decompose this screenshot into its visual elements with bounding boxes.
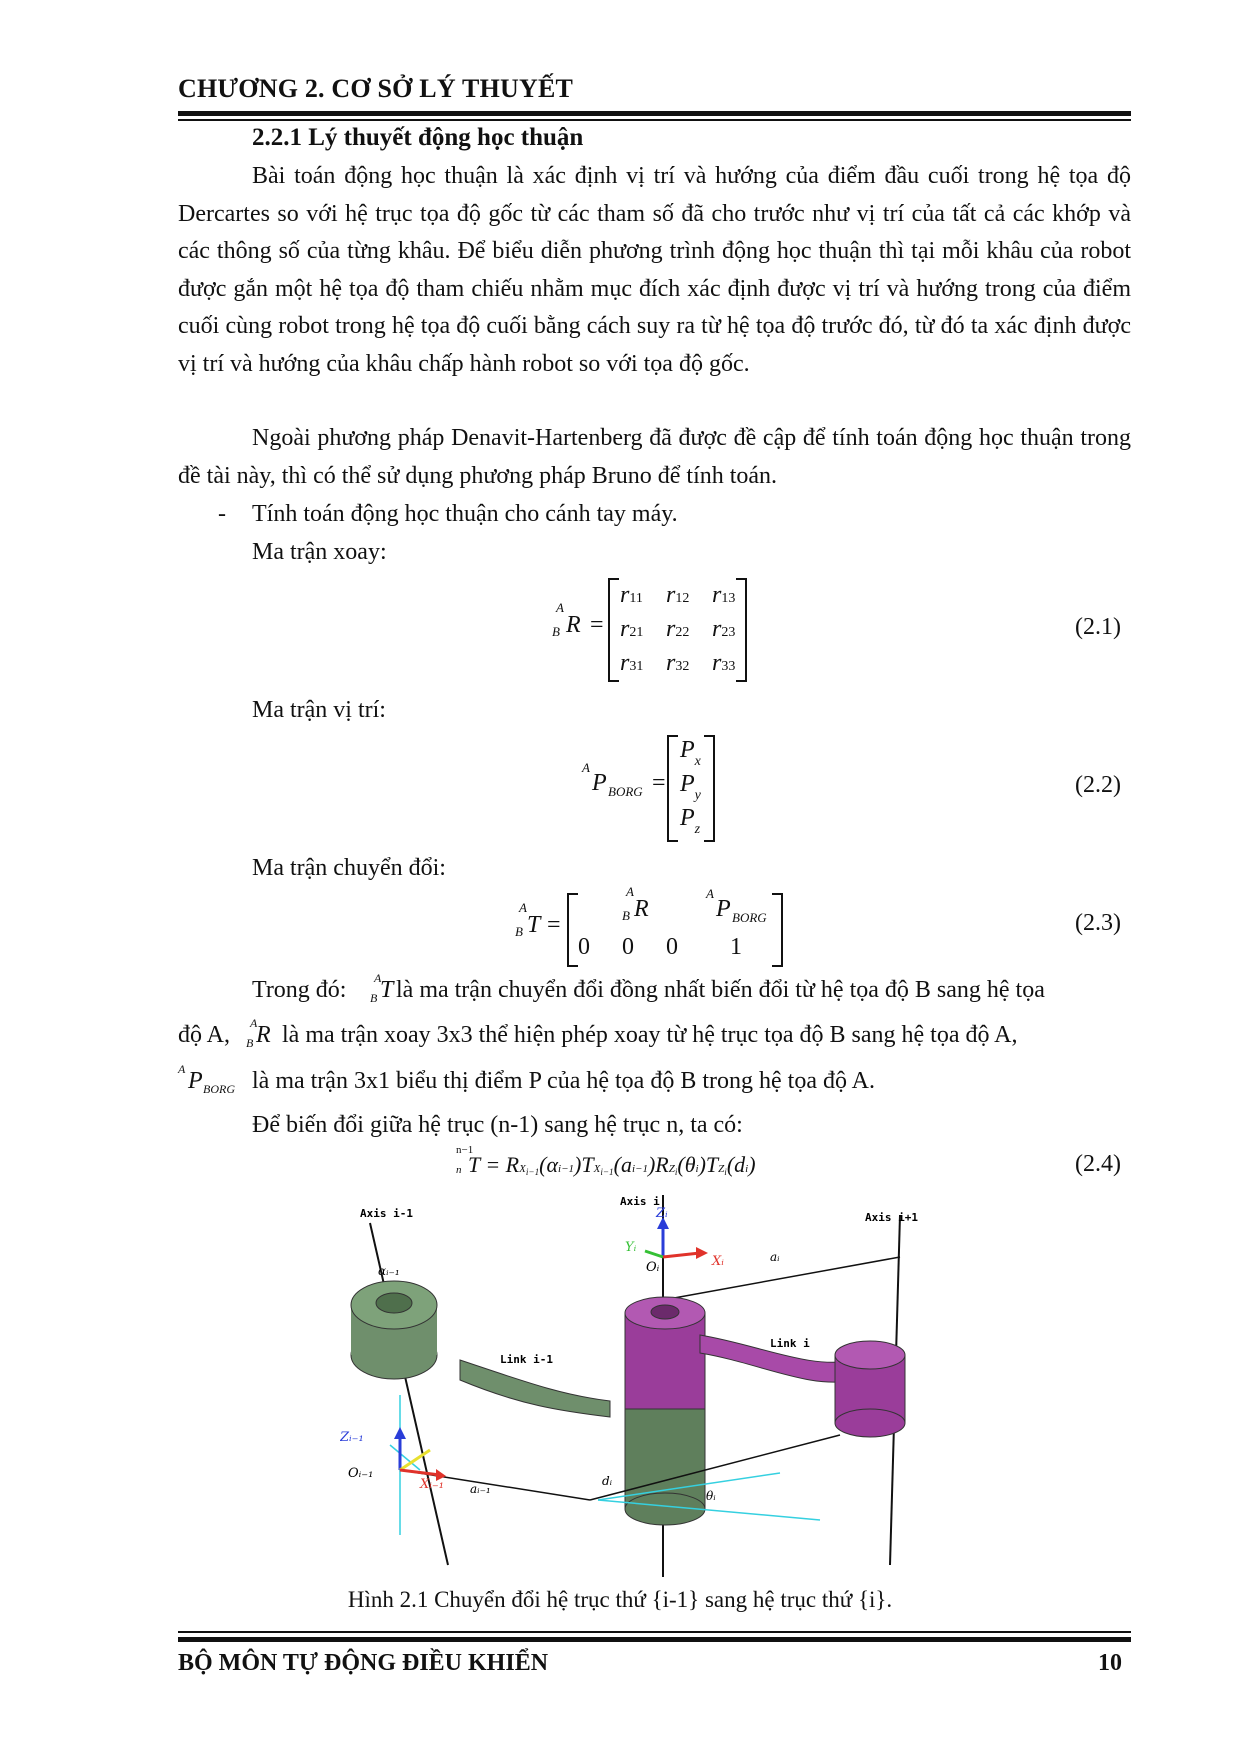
eq2-bracket-right [704,735,715,842]
x-i-arrow [663,1253,700,1257]
where-line-2a: độ A, [178,1022,231,1048]
svg-text:Zᵢ: Zᵢ [656,1206,668,1221]
eq3-matrix: A B R A P BORG 0 0 0 1 [578,884,767,960]
where-line-1a: Trong đó: [252,977,347,1003]
eq2-lhs: A P BORG = [582,760,666,799]
link-i-label: Link i [770,1337,810,1350]
x-i-1-arrow [400,1470,440,1475]
bullet-dash: - [218,501,226,527]
section-heading: 2.2.1 Lý thuyết động học thuận [252,124,584,151]
eq3-bracket-left [567,893,578,967]
where-line-4: Để biến đổi giữa hệ trục (n-1) sang hệ trục n, ta có: [252,1112,743,1138]
page-number: 10 [1098,1650,1122,1676]
label-rotation-matrix: Ma trận xoay: [252,539,387,565]
svg-text:aᵢ: aᵢ [770,1250,780,1264]
where-R-symbol: A B R [246,1016,271,1050]
svg-text:αᵢ₋₁: αᵢ₋₁ [378,1264,400,1278]
robot-link-figure [340,1195,940,1577]
eq1-matrix: r11 r12 r13 r21 r22 r23 r31 r32 r33 [620,582,736,676]
figure-caption: Hình 2.1 Chuyển đổi hệ trục thứ {i-1} sang hệ trục thứ {i}. [347,1587,893,1612]
y-i-arrow [645,1251,663,1257]
eq1-number: (2.1) [1075,614,1121,640]
svg-text:Oᵢ₋₁: Oᵢ₋₁ [348,1466,374,1481]
svg-text:Xᵢ: Xᵢ [712,1254,724,1269]
axis-i-1-label: Axis i-1 [360,1207,413,1220]
axis-i-label: Axis i [620,1195,660,1208]
footer-department: BỘ MÔN TỰ ĐỘNG ĐIỀU KHIỂN [178,1650,549,1676]
eq2-number: (2.2) [1075,772,1121,798]
footer-rule-thick [178,1637,1131,1642]
label-transform-matrix: Ma trận chuyển đổi: [252,855,446,881]
svg-text:Oᵢ: Oᵢ [646,1260,660,1275]
eq4-number: (2.4) [1075,1151,1121,1177]
bullet-text: Tính toán động học thuận cho cánh tay máy. [252,501,678,527]
svg-text:aᵢ₋₁: aᵢ₋₁ [470,1482,491,1496]
eq4-expression: n−1 n $T = RX_{i-1}(\alpha i-1)TX_{i-1}(ai-1)RZ_i(\theta i)TZ_i(di)$ [456,1144,756,1178]
paragraph-2: Ngoài phương pháp Denavit-Hartenberg đã được đề cập để tính toán động học thuận trong đề tài này, thì có thể sử dụng phương pháp Bruno để tính toán. [178,425,1131,489]
where-P-symbol: A P BORG [178,1062,235,1096]
axis-i+1-label: Axis i+1 [865,1211,918,1224]
footer-rule-thin [178,1631,1131,1633]
svg-text:θᵢ: θᵢ [706,1489,716,1503]
header-rule-thin [178,119,1131,121]
where-line-2b: là ma trận xoay 3x3 thể hiện phép xoay từ hệ trục tọa độ B sang hệ tọa độ A, [282,1022,1018,1048]
header-rule-thick [178,111,1131,116]
paragraph-1: Bài toán động học thuận là xác định vị trí và hướng của điểm đầu cuối trong hệ tọa độ Dercartes so với hệ trục tọa độ gốc từ các tham số đã cho trước như vị trí của tất cả các khớp và các thông số của từng khâu. Để biểu diễn phương trình động học thuận thì tại mỗi khâu của robot được gắn một hệ tọa độ tham chiếu nhằm mục đích xác định được vị trí và hướng trong của điểm cuối cùng robot trong hệ tọa độ cuối bằng cách suy ra từ hệ tọa độ trước đó, từ đó ta xác định được vị trí và hướng của khâu chấp hành robot so với tọa độ gốc. [178,163,1131,377]
svg-text:dᵢ: dᵢ [602,1474,613,1488]
link-i-1-shape [460,1360,610,1417]
label-position-matrix: Ma trận vị trí: [252,697,386,723]
where-line-3b: là ma trận 3x1 biểu thị điểm P của hệ tọa độ B trong hệ tọa độ A. [252,1068,875,1094]
svg-text:Xᵢ₋₁: Xᵢ₋₁ [420,1477,444,1492]
joint-i+1-top [835,1341,905,1369]
chapter-header: CHƯƠNG 2. CƠ SỞ LÝ THUYẾT [178,74,574,103]
where-T-symbol: A B T [370,971,394,1005]
joint-i-1-hole [376,1293,412,1313]
link-i-common-normal-top [663,1257,900,1300]
eq1-bracket-left [608,578,619,682]
svg-text:Yᵢ: Yᵢ [625,1240,637,1255]
eq2-bracket-left [667,735,678,842]
eq3-number: (2.3) [1075,910,1121,936]
svg-text:Zᵢ₋₁: Zᵢ₋₁ [340,1430,364,1445]
eq3-bracket-right [772,893,783,967]
where-line-1b: là ma trận chuyển đổi đồng nhất biến đổi từ hệ tọa độ B sang hệ tọa [396,977,1045,1003]
link-i-1-label: Link i-1 [500,1353,553,1366]
